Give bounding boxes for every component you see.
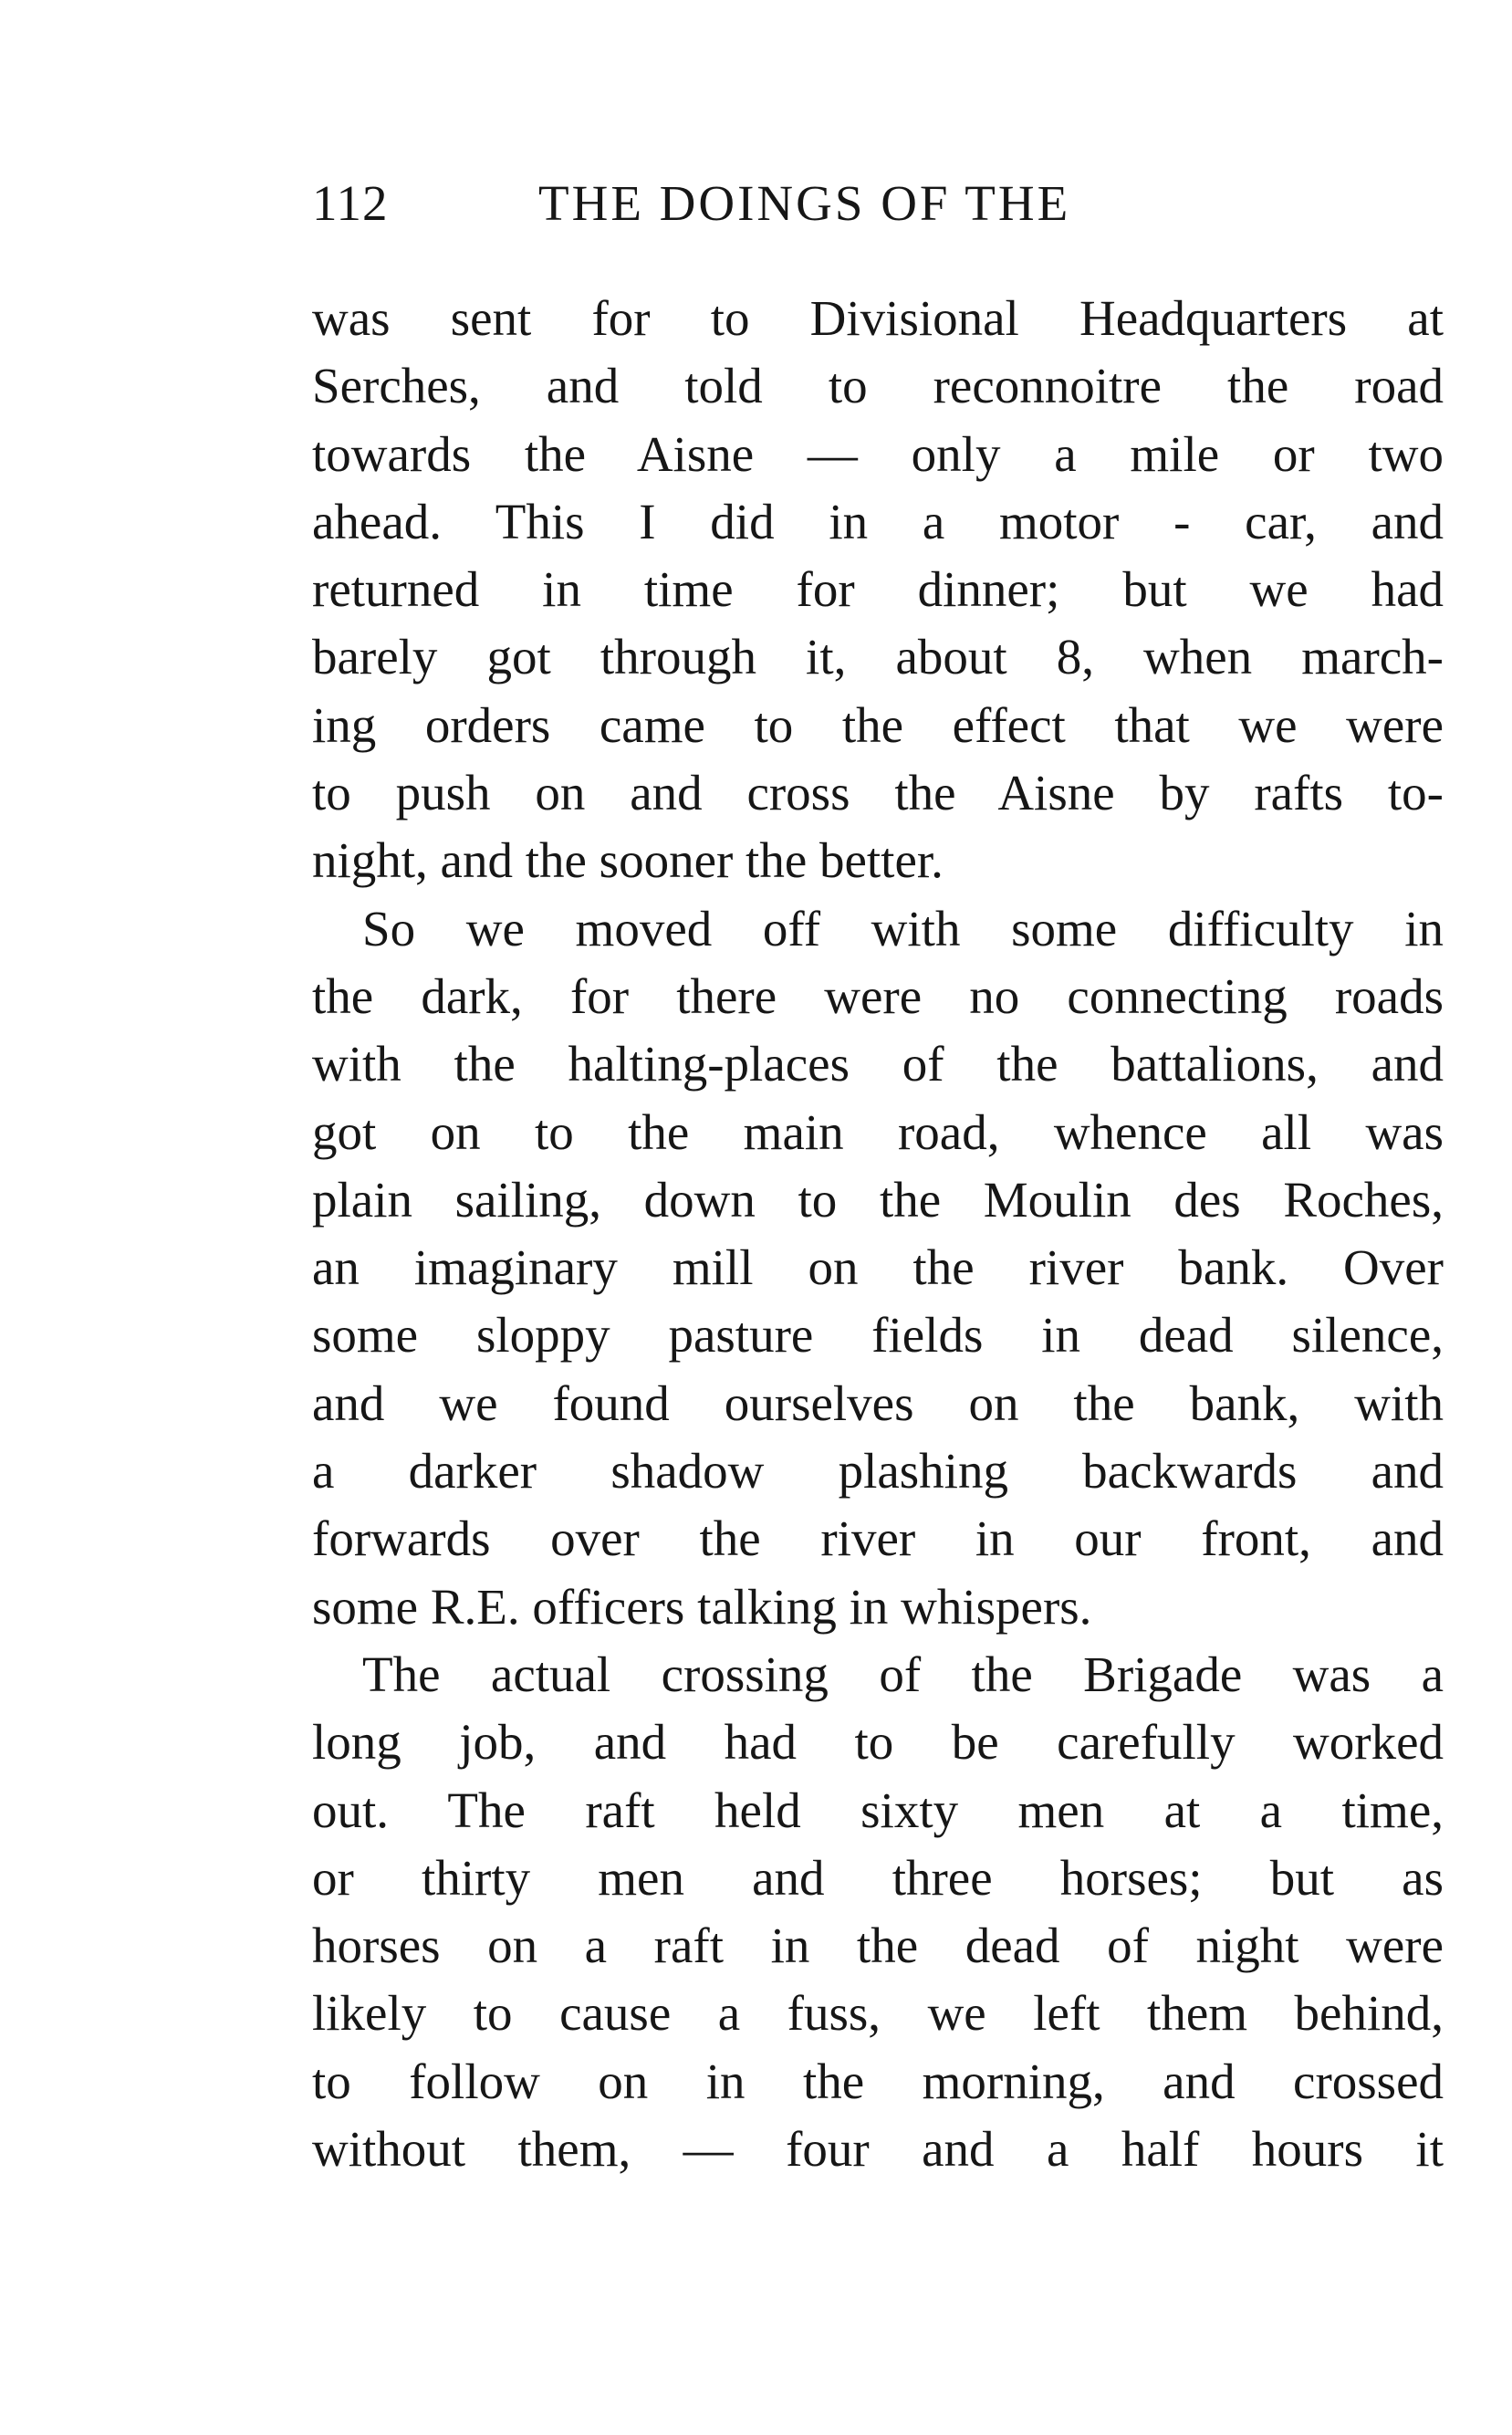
text-line: So we moved off with some difficulty in	[362, 900, 1444, 956]
text-line: a darker shadow plashing backwards and	[312, 1443, 1444, 1500]
text-line: and we found ourselves on the bank, with	[312, 1374, 1444, 1431]
text-line: The actual crossing of the Brigade was a	[362, 1646, 1444, 1702]
text-line: long job, and had to be carefully worked	[312, 1714, 1444, 1771]
text-line: some sloppy pasture fields in dead silence,	[312, 1307, 1444, 1364]
text-line: some R.E. officers talking in whispers.	[312, 1578, 1092, 1635]
text-line: ing orders came to the effect that we were	[312, 696, 1444, 753]
text-line: night, and the sooner the better.	[312, 832, 944, 889]
text-line: was sent for to Divisional Headquarters at	[312, 290, 1444, 346]
text-line: forwards over the river in our front, and	[312, 1510, 1444, 1567]
text-line: to follow on in the morning, and crossed	[312, 2053, 1444, 2109]
text-line: horses on a raft in the dead of night were	[312, 1918, 1444, 1974]
page-number: 112	[312, 175, 389, 231]
text-line: Serches, and told to reconnoitre the road	[312, 358, 1444, 414]
running-title: THE DOINGS OF THE	[538, 175, 1071, 231]
text-line: an imaginary mill on the river bank. Over	[312, 1239, 1444, 1296]
text-line: ahead. This I did in a motor - car, and	[312, 493, 1444, 549]
text-line: with the halting-places of the battalions, and	[312, 1036, 1444, 1092]
text-line: towards the Aisne — only a mile or two	[312, 425, 1444, 482]
text-line: to push on and cross the Aisne by rafts to-	[312, 765, 1444, 821]
running-head	[312, 172, 1444, 235]
text-line: likely to cause a fuss, we left them behind,	[312, 1985, 1444, 2042]
text-line: returned in time for dinner; but we had	[312, 561, 1444, 618]
text-line: the dark, for there were no connecting roads	[312, 967, 1444, 1024]
text-line: barely got through it, about 8, when march-	[312, 629, 1444, 685]
text-line: without them, — four and a half hours it	[312, 2121, 1444, 2178]
text-line: or thirty men and three horses; but as	[312, 1849, 1444, 1906]
text-line: plain sailing, down to the Moulin des Roches,	[312, 1171, 1444, 1228]
text-line: out. The raft held sixty men at a time,	[312, 1782, 1444, 1838]
text-line: got on to the main road, whence all was	[312, 1103, 1444, 1160]
body-text	[312, 285, 1444, 2183]
